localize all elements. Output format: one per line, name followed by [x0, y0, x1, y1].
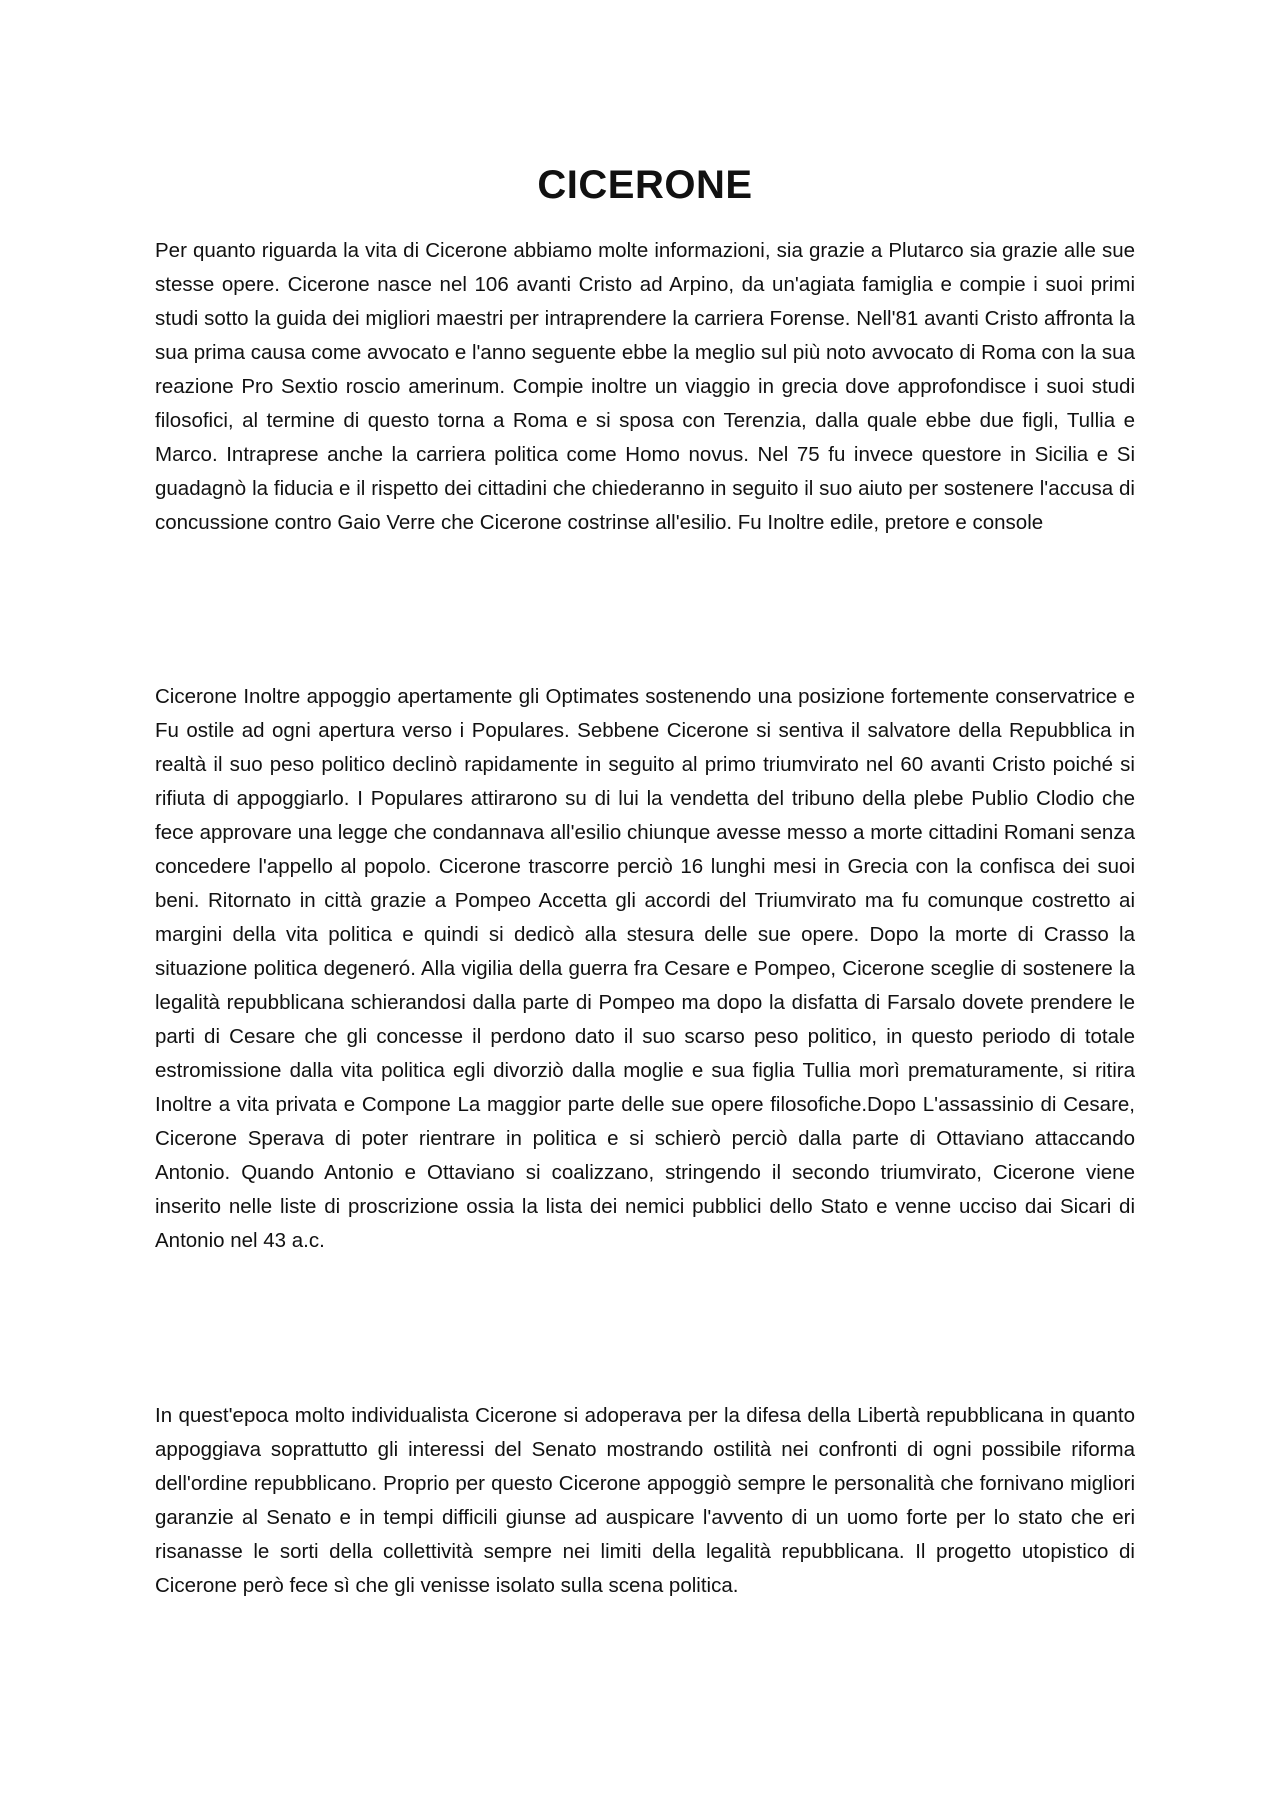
paragraph-political-career: Cicerone Inoltre appoggio apertamente gli Optimates sostenendo una posizione fortemente conservatrice e Fu ostile ad ogni apertura verso i Populares. Sebbene Cicerone si sentiva il salvatore della Repubblica in realtà il suo peso politico declinò rapidamente in seguito al primo triumvirato nel 60 avanti Cristo poiché si rifiuta di appoggiarlo. I Populares attirarono su di lui la vendetta del tribuno della plebe Publio Clodio che fece approvare una legge che condannava all'esilio chiunque avesse messo a morte cittadini Romani senza concedere l'appello al popolo. Cicerone trascorre perciò 16 lunghi mesi in Grecia con la confisca dei suoi beni. Ritornato in città grazie a Pompeo Accetta gli accordi del Triumvirato ma fu comunque costretto ai margini della vita politica e quindi si dedicò alla stesura delle sue opere. Dopo la morte di Crasso la situazione politica degeneró. Alla vigilia della guerra fra Cesare e Pompeo, Cicerone sceglie di sostenere la legalità repubblicana schierandosi dalla parte di Pompeo ma dopo la disfatta di Farsalo dovete prendere le parti di Cesare che gli concesse il perdono dato il suo scarso peso politico, in questo periodo di totale estromissione dalla vita politica egli divorziò dalla moglie e sua figlia Tullia morì prematuramente, si ritira Inoltre a vita privata e Compone La maggior parte delle sue opere filosofiche.Dopo L'assassinio di Cesare, Cicerone Sperava di poter rientrare in politica e si schierò perciò dalla parte di Ottaviano attaccando Antonio. Quando Antonio e Ottaviano si coalizzano, stringendo il secondo triumvirato, Cicerone viene inserito nelle liste di proscrizione ossia la lista dei nemici pubblici dello Stato e venne ucciso dai Sicari di Antonio nel 43 a.c. [155, 685, 1135, 1252]
paragraph-ideology: In quest'epoca molto individualista Cicerone si adoperava per la difesa della Libertà repubblicana in quanto appoggiava soprattutto gli interessi del Senato mostrando ostilità nei confronti di ogni possibile riforma dell'ordine repubblicano. Proprio per questo Cicerone appoggiò sempre le personalità che fornivano migliori garanzie al Senato e in tempi difficili giunse ad auspicare l'avvento di un uomo forte per lo stato che eri risanasse le sorti della collettività sempre nei limiti della legalità repubblicana. Il progetto utopistico di Cicerone però fece sì che gli venisse isolato sulla scena politica. [155, 1404, 1135, 1597]
paragraph-biography: Per quanto riguarda la vita di Cicerone abbiamo molte informazioni, sia grazie a Plutarco sia grazie alle sue stesse opere. Cicerone nasce nel 106 avanti Cristo ad Arpino, da un'agiata famiglia e compie i suoi primi studi sotto la guida dei migliori maestri per intraprendere la carriera Forense. Nell'81 avanti Cristo affronta la sua prima causa come avvocato e l'anno seguente ebbe la meglio sul più noto avvocato di Roma con la sua reazione Pro Sextio roscio amerinum. Compie inoltre un viaggio in grecia dove approfondisce i suoi studi filosofici, al termine di questo torna a Roma e si sposa con Terenzia, dalla quale ebbe due figli, Tullia e Marco. Intraprese anche la carriera politica come Homo novus. Nel 75 fu invece questore in Sicilia e Si guadagnò la fiducia e il rispetto dei cittadini che chiederanno in seguito il suo aiuto per sostenere l'accusa di concussione contro Gaio Verre che Cicerone costrinse all'esilio. Fu Inoltre edile, pretore e console [155, 239, 1135, 534]
page-title: CICERONE [537, 163, 753, 207]
